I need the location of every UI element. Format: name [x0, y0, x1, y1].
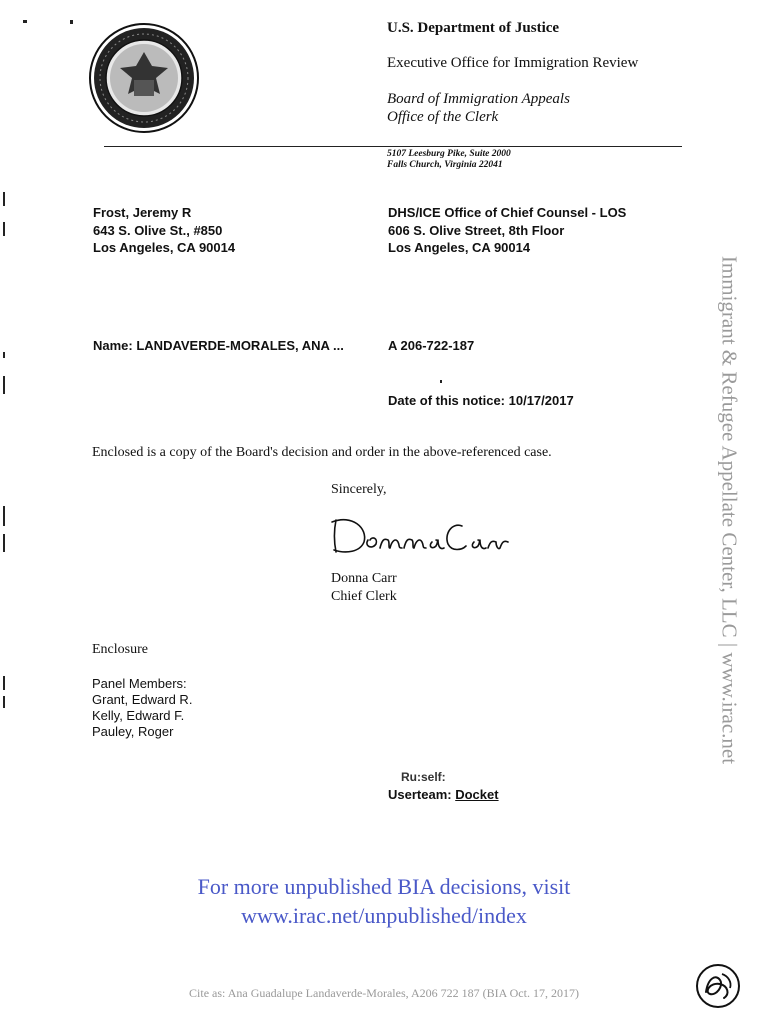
- dhs-name: DHS/ICE Office of Chief Counsel - LOS: [388, 205, 627, 220]
- recipient-name: Frost, Jeremy R: [93, 205, 192, 220]
- routing-text: Ru:self:: [401, 770, 446, 784]
- alien-number: A 206-722-187: [388, 338, 475, 353]
- notice-date: Date of this notice: 10/17/2017: [388, 393, 574, 408]
- scan-speck: [440, 380, 442, 383]
- citation-footer: Cite as: Ana Guadalupe Landaverde-Morales, A206 722 187 (BIA Oct. 17, 2017): [189, 986, 579, 1000]
- panel-member: Kelly, Edward F.: [92, 708, 185, 723]
- panel-member: Pauley, Roger: [92, 724, 174, 739]
- dhs-city: Los Angeles, CA 90014: [388, 240, 531, 255]
- userteam-label: Userteam:: [388, 787, 452, 802]
- clerk-office: Office of the Clerk: [387, 109, 499, 125]
- scan-edge-mark: [3, 534, 5, 552]
- agency-office: Executive Office for Immigration Review: [387, 55, 639, 71]
- signer-name: Donna Carr: [331, 571, 397, 586]
- board-address-line2: Falls Church, Virginia 22041: [387, 160, 503, 170]
- enclosure-label: Enclosure: [92, 642, 148, 657]
- scan-edge-mark: [3, 222, 5, 236]
- handwritten-signature: [328, 510, 518, 558]
- scan-speck: [23, 20, 27, 23]
- case-name: Name: LANDAVERDE-MORALES, ANA ...: [93, 338, 344, 353]
- recipient-street: 643 S. Olive St., #850: [93, 222, 223, 238]
- scan-edge-mark: [3, 676, 5, 690]
- scan-edge-mark: [3, 696, 5, 708]
- watermark-text: Immigrant & Refugee Appellate Center, LLC | www.irac.net: [717, 255, 742, 765]
- recipient-address: [93, 204, 235, 257]
- panel-member: Grant, Edward R.: [92, 692, 193, 707]
- scan-edge-mark: [3, 506, 5, 526]
- scan-edge-mark: [3, 376, 5, 394]
- stamp-logo: [694, 962, 742, 1010]
- dhs-address: [388, 204, 626, 257]
- recipient-city: Los Angeles, CA 90014: [93, 240, 236, 255]
- board-name: Board of Immigration Appeals: [387, 91, 570, 107]
- board-address-line1: 5107 Leesburg Pike, Suite 2000: [387, 149, 511, 159]
- agency-name: U.S. Department of Justice: [387, 20, 560, 36]
- userteam-value: Docket: [455, 787, 499, 802]
- panel-heading: Panel Members:: [92, 676, 187, 691]
- promo-line1: For more unpublished BIA decisions, visit: [197, 874, 571, 899]
- promo-link[interactable]: www.irac.net/unpublished/index: [241, 903, 527, 928]
- scan-edge-mark: [3, 352, 5, 358]
- userteam-line: [388, 787, 499, 802]
- dhs-street: 606 S. Olive Street, 8th Floor: [388, 222, 565, 238]
- scan-speck: [70, 20, 73, 24]
- doj-seal-image: [88, 22, 200, 134]
- letter-body: Enclosed is a copy of the Board's decision and order in the above-referenced case.: [92, 445, 552, 460]
- letter-closing: Sincerely,: [331, 482, 387, 497]
- scan-edge-mark: [3, 192, 5, 206]
- header-divider: [104, 146, 682, 147]
- signer-title: Chief Clerk: [331, 589, 397, 604]
- panel-members: [92, 676, 192, 740]
